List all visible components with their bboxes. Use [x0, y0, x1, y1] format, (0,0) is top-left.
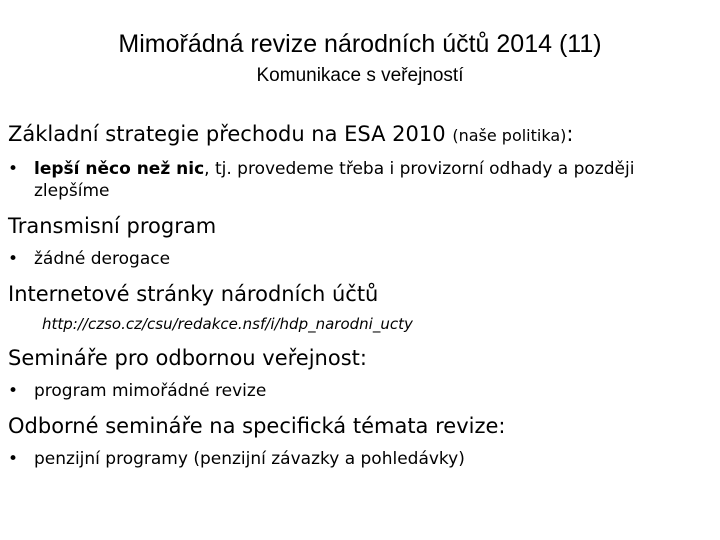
bullet-bold-text: lepší něco než nic [34, 159, 205, 179]
bullet-dot: • [8, 249, 19, 269]
section-heading-transmission: Transmisní program [8, 214, 217, 238]
bullet-text: žádné derogace [34, 249, 171, 269]
bullet-transmission [8, 248, 713, 270]
slide-title: Mimořádná revize národních účtů 2014 (11) [118, 30, 602, 58]
bullet-strategy [8, 158, 713, 202]
bullet-seminars [8, 380, 713, 402]
bullet-dot: • [8, 449, 19, 469]
section-heading-expert-seminars: Odborné semináře na specifická témata revize: [8, 414, 506, 438]
slide-subtitle: Komunikace s veřejností [256, 65, 464, 86]
bullet-dot: • [8, 381, 19, 401]
section-heading-website: Internetové stránky národních účtů [8, 282, 379, 306]
bullet-text: program mimořádné revize [34, 381, 267, 401]
website-link[interactable]: http://czso.cz/csu/redakce.nsf/i/hdp_narodni_ucty [42, 315, 413, 333]
section-heading-seminars: Semináře pro odbornou veřejnost: [8, 346, 367, 370]
bullet-dot: • [8, 159, 19, 179]
bullet-text: penzijní programy (penzijní závazky a pohledávky) [34, 449, 465, 469]
slide-content [8, 120, 713, 480]
section-heading-strategy: Základní strategie přechodu na ESA 2010 (naše politika): [8, 122, 574, 146]
bullet-text: , tj. provedeme třeba i provizorní odhady a později zlepšíme [34, 159, 635, 201]
bullet-expert-seminars [8, 448, 713, 470]
heading-note: (naše politika) [452, 126, 567, 145]
